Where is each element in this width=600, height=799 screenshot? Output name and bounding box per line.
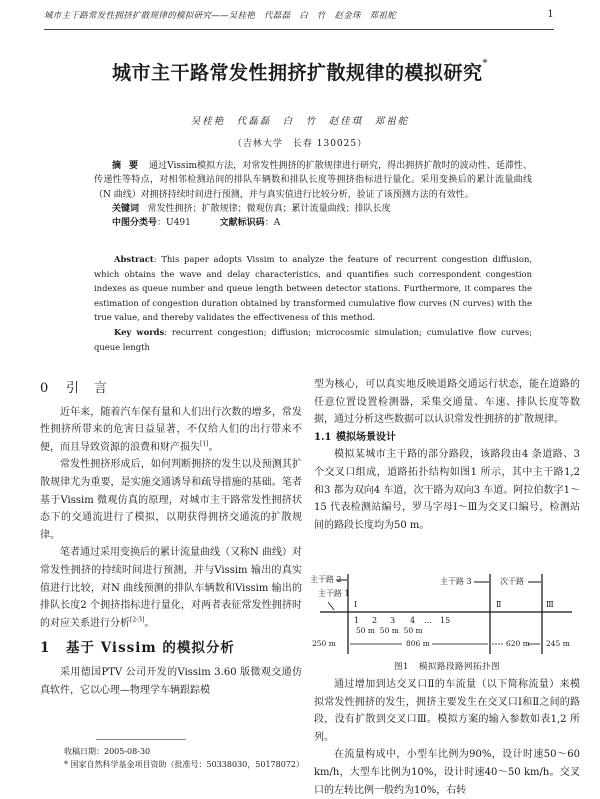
citation: [1] <box>200 440 209 448</box>
label-intersection-2: Ⅱ <box>496 600 502 609</box>
intro-paragraph-1 <box>40 404 302 457</box>
detector-label: 1 <box>354 616 360 625</box>
clc-label: 中图分类号 <box>112 218 158 229</box>
keywords-cn-text: 常发性拥挤；扩散规律；微观仿真；累计流量曲线；排队长度 <box>147 203 391 214</box>
label-secondary-road: 次干路 <box>500 577 524 586</box>
abstract-cn-label: 摘要 <box>112 161 147 171</box>
detector-spacing-label: 50 m 50 m 50 m <box>356 626 423 635</box>
subsection-title: 模拟场景设计 <box>336 431 396 443</box>
detector-label: 2 <box>372 616 378 625</box>
section-number: 0 <box>40 381 50 396</box>
authors: 吴桂艳 代磊磊 白 竹 赵佳琪 郑祖舵 <box>190 116 410 127</box>
label-main-road-3: 主干路 3 <box>440 577 472 586</box>
label-main-road-2: 主干路 2 <box>310 575 342 584</box>
classification-line: 中图分类号：U491 文献标识码：A <box>112 218 281 229</box>
figure-1-caption <box>314 660 580 672</box>
header-rule <box>44 29 554 30</box>
title-footnote-mark: * <box>482 58 488 69</box>
abstract-cn <box>94 159 532 230</box>
figure-caption-text: 模拟路段路网拓扑图 <box>418 662 500 672</box>
section-title: 基于 Vissim 的模拟分析 <box>66 640 235 657</box>
subsection-paragraph-3: 在流量构成中，小型车比例为90%，设计时速50～60 km/h，大型车比例为10%，设计时速40～50 km/h。交叉口的左转比例一般约为10%，右转 <box>314 749 580 796</box>
detector-label: 4 <box>410 616 416 625</box>
footnote-rule <box>96 739 186 740</box>
abstract-en-body: Abstract: This paper adopts Vissim to analyze the feature of recurrent congestion diffusion, which obtains the wave and delay characteristics, and quantifies such correspondent congestion indexes as queue number and queue length between detector stations. Furthermore, it compares the estimation of congestion duration obtained by transformed cumulative flow curves (N curves) with the true value, and thereby validates the effectiveness of this method. <box>94 254 533 323</box>
subsection-paragraph-2: 通过增加到达交叉口Ⅱ的车流量（以下简称流量）来模拟常发性拥挤的发生，拥挤主要发生在交叉口Ⅰ和Ⅱ之间的路段，没有扩散到交叉口Ⅲ。模拟方案的输入参数如表1,2 所列。 <box>314 679 580 743</box>
section-heading-1 <box>40 640 302 658</box>
keywords-en-label: Key words <box>114 326 165 337</box>
subsection-number: 1.1 <box>314 431 332 443</box>
footnote-funding: * 国家自然科学基金项目资助（批准号：50338030，50178072） <box>64 759 304 769</box>
right-column <box>314 376 580 534</box>
keywords-cn <box>94 202 532 216</box>
footnotes <box>64 746 314 771</box>
paragraph-text: 笔者通过采用变换后的累计流量曲线（又称N 曲线）对常发性拥挤的持续时间进行预测，并与Vissim 输出的真实值进行比较，对N 曲线预测的排队车辆数和Vissim 输出的排队长度2 个拥挤指标进行量化，对两者表征常发性拥挤时的对应关系进行分析 <box>40 547 302 629</box>
section-heading-intro <box>40 380 302 398</box>
citation: [2-3] <box>130 616 145 624</box>
length-245-label: 245 m <box>546 639 570 648</box>
doc-code-label: 文献标识码 <box>219 218 265 229</box>
keywords-en-text: recurrent congestion; diffusion; microcosmic simulation; cumulative flow curves; queue length <box>94 326 532 352</box>
paper-title <box>0 58 600 85</box>
figure-number: 图1 <box>394 662 409 672</box>
abstract-cn-text: 通过Vissim模拟方法，对常发性拥挤的扩散规律进行研究，得出拥挤扩散时的波动性、延滞性、传递性等特点，对相邻检测站间的排队车辆数和排队长度等拥挤指标进行量化。采用变换后的累计流量曲线（N 曲线）对拥挤持续时间进行预测，并与真实值进行比较分析，验证了该预测方法的有效性。 <box>94 161 532 200</box>
paragraph-text: 近年来，随着汽车保有量和人们出行次数的增多，常发性拥挤所带来的危害日益显著，不仅给人们的出行带来不便，而且导致资源的浪费和财产损失 <box>40 406 302 453</box>
running-header-text: 城市主干路常发性拥挤扩散规律的模拟研究——吴桂艳 代磊磊 白 竹 赵金珠 郑祖舵 <box>44 11 397 21</box>
page-number: 1 <box>547 9 554 20</box>
intro-paragraph-3 <box>40 544 302 632</box>
doc-code-value: A <box>273 218 281 229</box>
right-column-lower <box>314 676 580 799</box>
keywords-cn-label: 关键词 <box>112 203 140 214</box>
length-left-label: 250 m <box>312 639 336 648</box>
subsection-paragraph-1: 模拟某城市主干路的部分路段，该路段由4 条道路、3 个交叉口组成，道路拓扑结构如图1 所示，其中主干路1,2 和3 都为双向4 车道，次干路为双向3 车道。阿拉伯数字1～15 代表检测站编号，罗马字母Ⅰ～Ⅲ为交叉口编号，检测站间的路段长度均为50 m。 <box>314 449 580 531</box>
abstract-en-text: This paper adopts Vissim to analyze the feature of recurrent congestion diffusion, which obtains the wave and delay characteristics, and quantifies such correspondent congestion indexes as queue number and queue length between detector stations. Furthermore, it compares the estimation of congestion duration obtained by transformed cumulative flow curves (N curves) with the true value, and thereby validates the effectiveness of this method. <box>94 254 533 323</box>
detector-label: 3 <box>390 616 396 625</box>
abstract-en <box>94 252 532 354</box>
abstract-en-label: Abstract <box>114 254 154 264</box>
paper-title-text: 城市主干路常发性拥挤扩散规律的模拟研究 <box>111 62 483 84</box>
running-header <box>44 9 554 25</box>
detector-label: 15 <box>440 616 451 625</box>
length-806-label: 806 m <box>406 639 430 648</box>
intro-paragraph-2: 常发性拥挤形成后，如何判断拥挤的发生以及预测其扩散规律尤为重要，是实施交通诱导和疏导措施的基础。笔者基于Vissim 微观仿真的原理，对城市主干路常发性拥挤状态下的交通流进行了模拟，以期获得拥挤交通流的扩散规律。 <box>40 459 302 541</box>
subsection-heading-1-1 <box>314 429 580 447</box>
label-main-road-1: 主干路 1 <box>318 589 350 598</box>
left-column <box>40 380 302 699</box>
clc-value: U491 <box>166 218 191 229</box>
section1-paragraph-1-continued: 型为核心，可以真实地反映道路交通运行状态，能在道路的任意位置设置检测器，采集交通量、车速、排队长度等数据，通过分析这些数据可以认识常发性拥挤的扩散规律。 <box>314 379 580 426</box>
detector-label: … <box>424 616 432 625</box>
length-620-label: 620 m <box>506 639 530 648</box>
section-title: 引 言 <box>66 381 109 396</box>
footnote-received: 收稿日期：2005-08-30 <box>64 747 151 756</box>
punct: 。 <box>144 617 155 629</box>
abstract-cn-body <box>94 159 532 202</box>
affiliation: （吉林大学 长春 130025） <box>232 139 368 149</box>
punct: 。 <box>208 441 219 453</box>
label-intersection-3: Ⅲ <box>546 600 554 609</box>
label-intersection-1: Ⅰ <box>354 600 358 609</box>
figure-1-road-network <box>310 572 572 660</box>
section1-paragraph-1: 采用德国PTV 公司开发的Vissim 3.60 版微观交通仿真软件，它以心理—物理学车辆跟踪模 <box>40 666 302 696</box>
section-number: 1 <box>40 640 51 657</box>
keywords-en: Key words: recurrent congestion; diffusion; microcosmic simulation; cumulative flow curves; queue length <box>94 326 532 352</box>
